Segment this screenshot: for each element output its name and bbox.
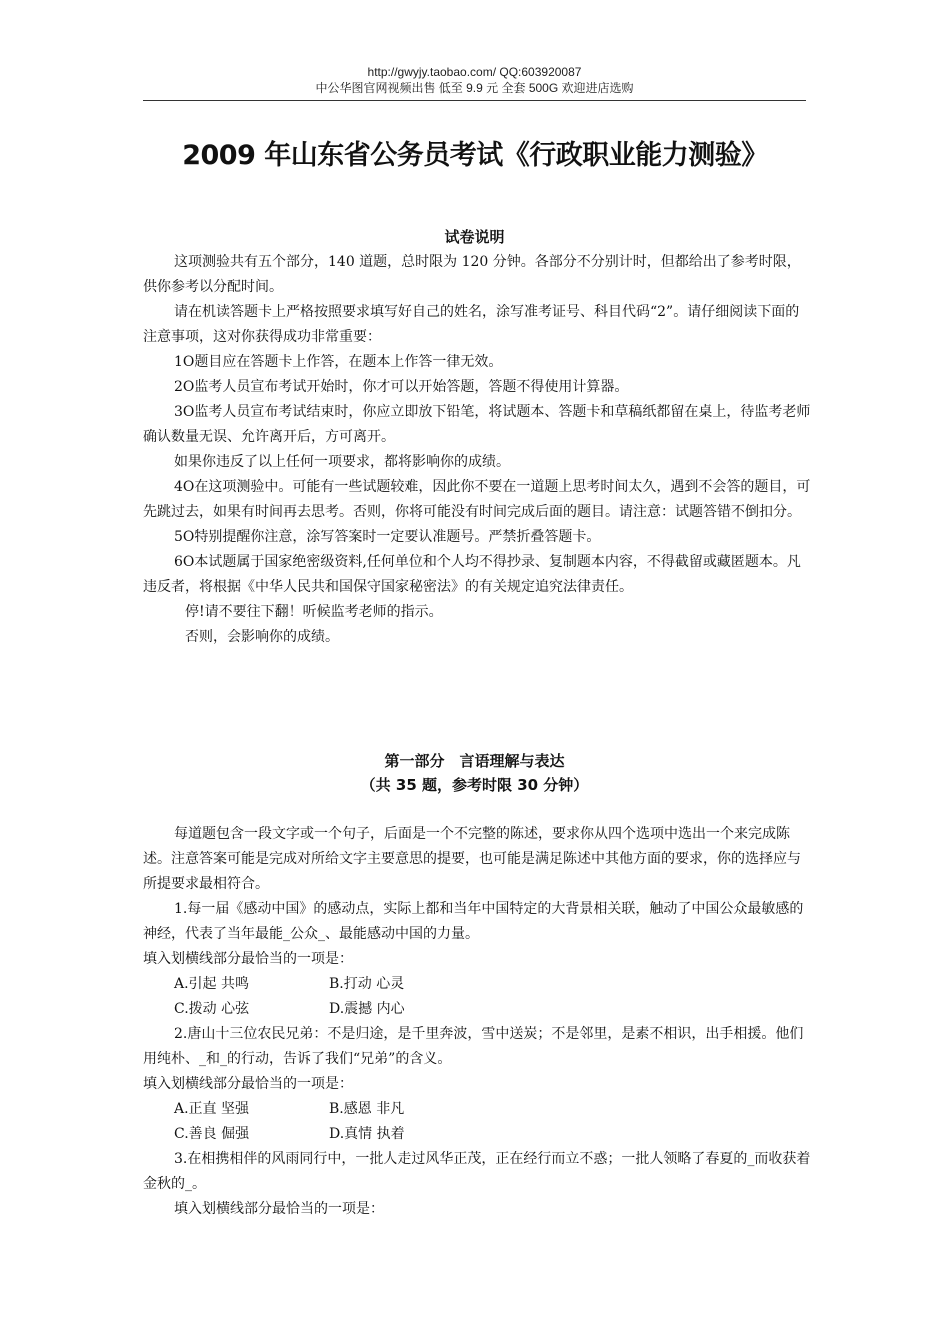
question-stem: 3.在相携相伴的风雨同行中，一批人走过风华正茂，正在经行而立不惑；一批人领略了春夏的_而收获着金秋的_。: [143, 1151, 811, 1192]
question-prompt: 填入划横线部分最恰当的一项是：: [143, 951, 353, 967]
header-url-line: http://gwyjy.taobao.com/ QQ:603920087: [367, 65, 582, 79]
option-a: A.引起 共鸣: [174, 976, 250, 992]
notice-item: 5O特别提醒你注意，涂写答案时一定要认准题号。严禁折叠答题卡。: [174, 529, 601, 545]
option-b: B.感恩 非凡: [329, 1101, 405, 1117]
option-d: D.震撼 内心: [329, 1001, 405, 1017]
question-prompt: 填入划横线部分最恰当的一项是：: [174, 1201, 384, 1217]
instructions-heading: 试卷说明: [444, 228, 505, 246]
document-title: 2009 年山东省公务员考试《行政职业能力测验》: [182, 140, 768, 171]
part1-intro: 每道题包含一段文字或一个句子，后面是一个不完整的陈述，要求你从四个选项中选出一个来完成陈述。注意答案可能是完成对所给文字主要意思的提要，也可能是满足陈述中其他方面的要求，你的选择应与所提要求最相符合。: [143, 826, 801, 892]
instructions-paragraph: 请在机读答题卡上严格按照要求填写好自己的姓名，涂写准考证号、科目代码“2”。请仔细阅读下面的注意事项，这对你获得成功非常重要：: [143, 304, 800, 345]
option-c: C.善良 倔强: [174, 1126, 250, 1142]
page-header: [143, 64, 806, 96]
header-ad-line: 中公华图官网视频出售 低至 9.9 元 全套 500G 欢迎进店选购: [315, 81, 634, 95]
question-prompt: 填入划横线部分最恰当的一项是：: [143, 1076, 353, 1092]
part1-heading: 第一部分 言语理解与表达: [384, 752, 565, 770]
question-stem: 2.唐山十三位农民兄弟：不是归途，是千里奔波，雪中送炭；不是邻里，是素不相识，出手相援。他们用纯朴、_和_的行动，告诉了我们“兄弟”的含义。: [143, 1026, 804, 1067]
header-divider: [143, 100, 806, 101]
notice-item: 6O本试题属于国家绝密级资料,任何单位和个人均不得抄录、复制题本内容，不得截留或藏匿题本。凡违反者，将根据《中华人民共和国保守国家秘密法》的有关规定追究法律责任。: [143, 554, 801, 595]
option-b: B.打动 心灵: [329, 976, 405, 992]
options-row: [143, 1122, 813, 1147]
options-row: [143, 972, 813, 997]
instructions-paragraph: 这项测验共有五个部分，140 道题，总时限为 120 分钟。各部分不分别计时，但都给出了参考时限，供你参考以分配时间。: [143, 254, 801, 295]
stop-notice: 停!请不要往下翻！听候监考老师的指示。: [185, 604, 443, 620]
question-stem: 1.每一届《感动中国》的感动点，实际上都和当年中国特定的大背景相关联，触动了中国公众最敏感的神经，代表了当年最能_公众_、最能感动中国的力量。: [143, 901, 804, 942]
warning-notice: 否则，会影响你的成绩。: [185, 629, 339, 645]
part1-body: [143, 822, 813, 1222]
option-d: D.真情 执着: [329, 1126, 405, 1142]
notice-item: 4O在这项测验中。可能有一些试题较难，因此你不要在一道题上思考时间太久，遇到不会答的题目，可先跳过去，如果有时间再去思考。否则，你将可能没有时间完成后面的题目。请注意：试题答错不倒扣分。: [143, 479, 811, 520]
instructions-body: [143, 250, 813, 650]
options-row: [143, 1097, 813, 1122]
notice-item: 如果你违反了以上任何一项要求，都将影响你的成绩。: [174, 454, 510, 470]
option-a: A.正直 坚强: [174, 1101, 250, 1117]
notice-item: 1O题目应在答题卡上作答，在题本上作答一律无效。: [174, 354, 503, 370]
option-c: C.拨动 心弦: [174, 1001, 250, 1017]
notice-item: 3O监考人员宣布考试结束时，你应立即放下铅笔，将试题本、答题卡和草稿纸都留在桌上，待监考老师确认数量无误、允许离开后，方可离开。: [143, 404, 811, 445]
part1-subheading: （共 35 题，参考时限 30 分钟）: [360, 776, 589, 794]
options-row: [143, 997, 813, 1022]
notice-item: 2O监考人员宣布考试开始时，你才可以开始答题，答题不得使用计算器。: [174, 379, 629, 395]
